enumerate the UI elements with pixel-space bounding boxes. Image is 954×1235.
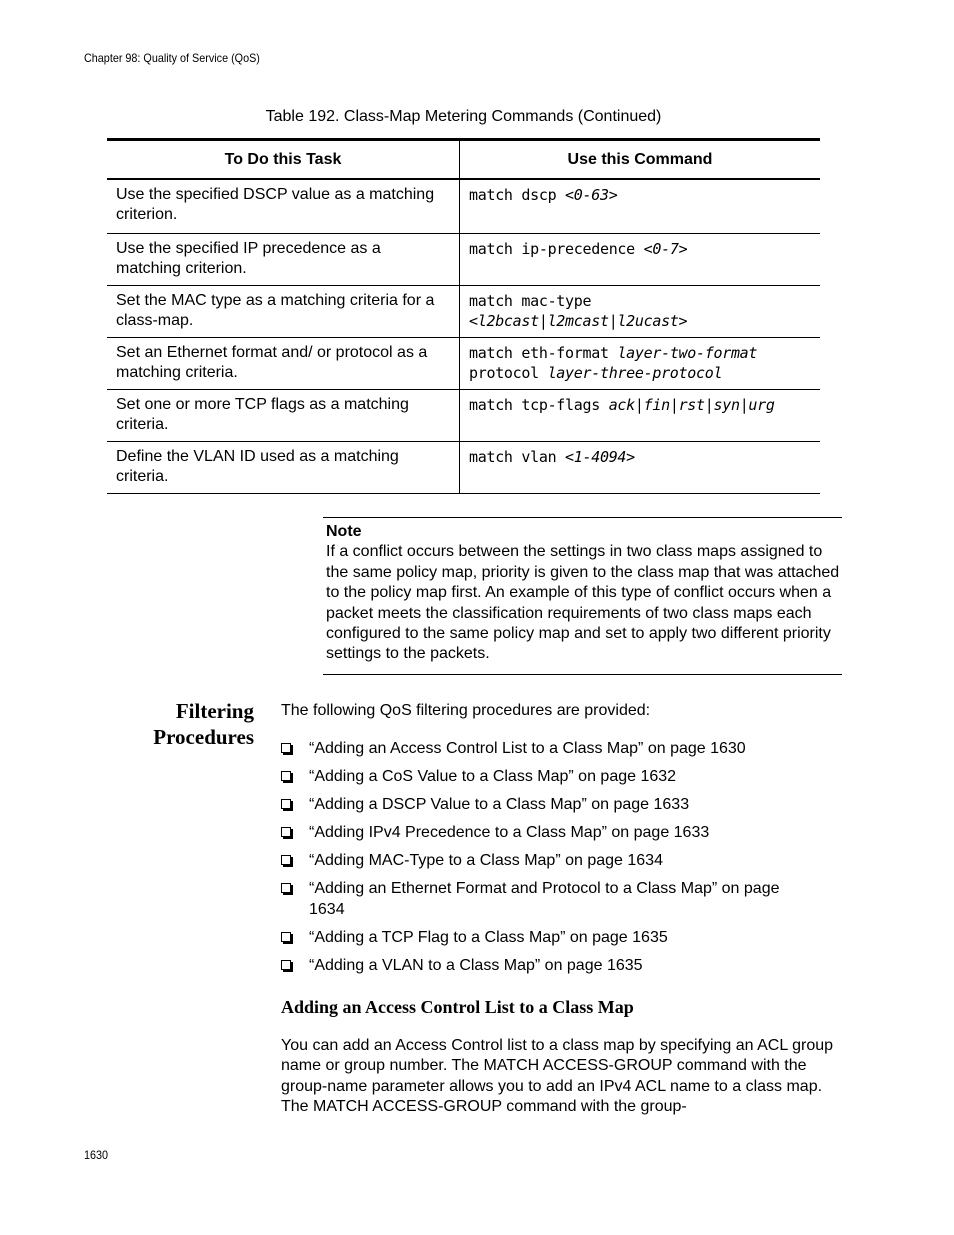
note-title: Note	[326, 523, 362, 540]
filtering-intro: The following QoS filtering procedures are provided:	[281, 702, 651, 719]
list-item[interactable]	[281, 850, 801, 871]
procedure-link[interactable]: “Adding IPv4 Precedence to a Class Map” on page 1633	[309, 824, 710, 841]
table-row	[107, 337, 820, 389]
column-header-task: To Do this Task	[107, 140, 460, 180]
command-text: |	[669, 395, 679, 414]
section-heading-line: Procedures	[153, 725, 254, 749]
list-item[interactable]	[281, 766, 801, 787]
checkbox-bullet-icon	[281, 771, 291, 781]
checkbox-bullet-icon	[281, 799, 291, 809]
command-cell	[460, 285, 821, 337]
command-param: |syn|urg	[704, 395, 775, 414]
table-row	[107, 285, 820, 337]
column-header-command: Use this Command	[460, 140, 821, 180]
task-cell: Use the specified IP precedence as a matching criterion.	[107, 233, 460, 285]
checkbox-bullet-icon	[281, 743, 291, 753]
checkbox-bullet-icon	[281, 855, 291, 865]
table-row	[107, 233, 820, 285]
command-param: rst	[678, 395, 705, 414]
metering-commands-table	[107, 138, 820, 494]
checkbox-bullet-icon	[281, 883, 291, 893]
command-text: match eth-format	[469, 343, 618, 362]
table-row	[107, 389, 820, 441]
task-cell: Set an Ethernet format and/ or protocol as a matching criteria.	[107, 337, 460, 389]
procedure-list	[281, 738, 801, 983]
command-cell	[460, 441, 821, 493]
table-header-row	[107, 140, 820, 180]
acl-body-text: You can add an Access Control list to a class map by specifying an ACL group name or group number. The MATCH ACCESS-GROUP command with the group-name parameter allows you to add an IPv4 ACL name to a class map. The MATCH ACCESS-GROUP command with the group-	[281, 1037, 834, 1116]
section-heading-line: Filtering	[175, 699, 254, 723]
command-param: layer-two-format	[617, 343, 758, 362]
command-text: >	[626, 447, 635, 466]
list-item[interactable]	[281, 738, 801, 759]
command-text: match dscp <	[469, 186, 574, 204]
task-cell: Define the VLAN ID used as a matching criteria.	[107, 441, 460, 493]
command-text: >	[608, 186, 618, 204]
command-param: ack	[608, 395, 635, 414]
note-box	[323, 517, 842, 675]
procedure-link[interactable]: “Adding an Ethernet Format and Protocol to a Class Map” on page 1634	[309, 880, 780, 918]
command-cell	[460, 179, 821, 233]
checkbox-bullet-icon	[281, 827, 291, 837]
checkbox-bullet-icon	[281, 932, 291, 942]
command-cell	[460, 337, 821, 389]
list-item[interactable]	[281, 822, 801, 843]
command-param: 0-63	[573, 186, 609, 204]
command-cell	[460, 389, 821, 441]
command-param: layer-three-protocol	[547, 363, 723, 382]
subsection-heading: Adding an Access Control List to a Class Map	[281, 997, 634, 1017]
task-cell: Use the specified DSCP value as a matching criterion.	[107, 179, 460, 233]
task-cell: Set one or more TCP flags as a matching criteria.	[107, 389, 460, 441]
section-heading-filtering	[100, 698, 254, 750]
command-text: match ip-precedence <	[469, 239, 653, 258]
list-item[interactable]	[281, 794, 801, 815]
command-text: match tcp-flags	[469, 395, 609, 414]
list-item[interactable]	[281, 955, 801, 976]
command-text: >	[678, 239, 688, 258]
procedure-link[interactable]: “Adding MAC-Type to a Class Map” on page 1634	[309, 852, 663, 869]
procedure-link[interactable]: “Adding a CoS Value to a Class Map” on page 1632	[309, 768, 677, 785]
command-cell	[460, 233, 821, 285]
command-text: match vlan <	[469, 447, 574, 466]
command-param: l2bcast|l2mcast|l2ucast	[477, 311, 679, 330]
list-item[interactable]	[281, 878, 801, 920]
procedure-link[interactable]: “Adding an Access Control List to a Class Map” on page 1630	[309, 740, 746, 757]
command-param: fin	[643, 395, 670, 414]
procedure-link[interactable]: “Adding a VLAN to a Class Map” on page 1635	[309, 957, 643, 974]
command-param: 1-4094	[573, 447, 627, 466]
command-text: protocol	[469, 363, 539, 382]
procedure-link[interactable]: “Adding a TCP Flag to a Class Map” on page 1635	[309, 929, 668, 946]
note-text: If a conflict occurs between the settings in two class maps assigned to the same policy map, priority is given to the class map that was attached to the policy map first. An example of this type of conflict occurs when a packet meets the classification requirements of two class maps each configured to the same policy map and set to apply two different priority settings to the packets.	[326, 543, 840, 663]
list-item[interactable]	[281, 927, 801, 948]
table-row	[107, 441, 820, 493]
table-caption: Table 192. Class-Map Metering Commands (Continued)	[265, 108, 662, 125]
table-row	[107, 179, 820, 233]
command-text: match mac-type <	[469, 291, 592, 330]
page-number: 1630	[84, 1148, 109, 1162]
command-text: >	[678, 311, 688, 330]
command-param: 0-7	[652, 239, 679, 258]
task-cell: Set the MAC type as a matching criteria for a class-map.	[107, 285, 460, 337]
command-text: |	[634, 395, 644, 414]
checkbox-bullet-icon	[281, 960, 291, 970]
procedure-link[interactable]: “Adding a DSCP Value to a Class Map” on page 1633	[309, 796, 690, 813]
chapter-header: Chapter 98: Quality of Service (QoS)	[84, 51, 260, 65]
